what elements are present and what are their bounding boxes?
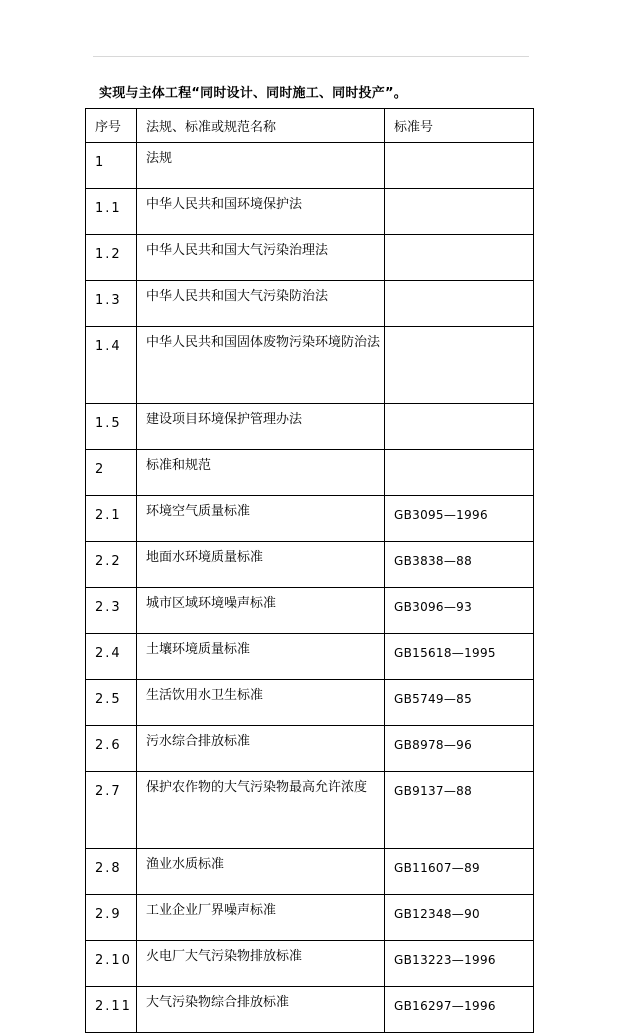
row-name-text: 污水综合排放标准 xyxy=(146,734,251,749)
row-name xyxy=(137,235,385,281)
row-name-text: 工业企业厂界噪声标准 xyxy=(146,903,277,918)
row-name xyxy=(137,895,385,941)
row-name xyxy=(137,327,385,404)
row-number: 1.2 xyxy=(86,235,137,281)
table-row xyxy=(86,772,534,849)
row-name-text: 土壤环境质量标准 xyxy=(146,642,251,657)
row-number: 1.4 xyxy=(86,327,137,404)
row-name xyxy=(137,189,385,235)
row-name-text: 标准和规范 xyxy=(146,458,212,473)
row-standard-no xyxy=(385,404,534,450)
row-number: 2.2 xyxy=(86,542,137,588)
table-row xyxy=(86,327,534,404)
row-name xyxy=(137,680,385,726)
row-name-text: 中华人民共和国固体废物污染环境防治法 xyxy=(146,335,381,350)
row-name xyxy=(137,941,385,987)
row-number: 1.3 xyxy=(86,281,137,327)
table-row xyxy=(86,895,534,941)
table-row xyxy=(86,235,534,281)
row-number: 1.1 xyxy=(86,189,137,235)
table-row xyxy=(86,281,534,327)
row-standard-no xyxy=(385,281,534,327)
row-standard-no xyxy=(385,235,534,281)
row-name xyxy=(137,542,385,588)
table-row xyxy=(86,143,534,189)
row-name xyxy=(137,726,385,772)
regulations-table xyxy=(85,108,534,1033)
row-standard-no: GB12348—90 xyxy=(385,895,534,941)
table-header-row xyxy=(86,109,534,143)
row-name xyxy=(137,849,385,895)
table-row xyxy=(86,542,534,588)
row-number: 2.1 xyxy=(86,496,137,542)
row-name xyxy=(137,634,385,680)
row-standard-no xyxy=(385,327,534,404)
row-standard-no: GB3096—93 xyxy=(385,588,534,634)
row-name xyxy=(137,772,385,849)
row-number: 2.11 xyxy=(86,987,137,1033)
row-standard-no: GB3838—88 xyxy=(385,542,534,588)
header-rule xyxy=(93,56,529,57)
row-name-text: 中华人民共和国环境保护法 xyxy=(146,197,303,212)
row-name xyxy=(137,404,385,450)
row-name-text: 建设项目环境保护管理办法 xyxy=(146,412,303,427)
row-name-text: 保护农作物的大气污染物最高允许浓度 xyxy=(146,780,368,795)
row-standard-no xyxy=(385,189,534,235)
row-number: 2.6 xyxy=(86,726,137,772)
row-name-text: 生活饮用水卫生标准 xyxy=(146,688,264,703)
header-std: 标准号 xyxy=(385,109,534,143)
row-name-text: 地面水环境质量标准 xyxy=(146,550,264,565)
row-name-text: 城市区域环境噪声标准 xyxy=(146,596,277,611)
table-row xyxy=(86,726,534,772)
row-name xyxy=(137,987,385,1033)
table-row xyxy=(86,941,534,987)
row-standard-no: GB3095—1996 xyxy=(385,496,534,542)
row-name-text: 中华人民共和国大气污染治理法 xyxy=(146,243,329,258)
row-standard-no: GB9137—88 xyxy=(385,772,534,849)
row-number: 2.10 xyxy=(86,941,137,987)
table-row xyxy=(86,404,534,450)
table-row xyxy=(86,849,534,895)
row-name-text: 渔业水质标准 xyxy=(146,857,225,872)
table-row xyxy=(86,496,534,542)
row-name-text: 法规 xyxy=(146,151,173,166)
row-number: 2.3 xyxy=(86,588,137,634)
row-number: 2.9 xyxy=(86,895,137,941)
row-name-text: 大气污染物综合排放标准 xyxy=(146,995,290,1010)
row-standard-no: GB8978—96 xyxy=(385,726,534,772)
row-standard-no: GB13223—1996 xyxy=(385,941,534,987)
row-number: 2 xyxy=(86,450,137,496)
row-name-text: 火电厂大气污染物排放标准 xyxy=(146,949,303,964)
row-name xyxy=(137,450,385,496)
table-row xyxy=(86,450,534,496)
row-number: 2.7 xyxy=(86,772,137,849)
row-number: 2.8 xyxy=(86,849,137,895)
row-name xyxy=(137,143,385,189)
table-body xyxy=(86,143,534,1033)
row-name xyxy=(137,496,385,542)
row-number: 2.4 xyxy=(86,634,137,680)
row-standard-no: GB11607—89 xyxy=(385,849,534,895)
row-number: 1.5 xyxy=(86,404,137,450)
table-row xyxy=(86,987,534,1033)
row-name-text: 中华人民共和国大气污染防治法 xyxy=(146,289,329,304)
table-row xyxy=(86,680,534,726)
row-name xyxy=(137,281,385,327)
intro-text: 实现与主体工程“同时设计、同时施工、同时投产”。 xyxy=(99,86,407,101)
row-number: 1 xyxy=(86,143,137,189)
row-standard-no: GB16297—1996 xyxy=(385,987,534,1033)
row-number: 2.5 xyxy=(86,680,137,726)
table-row xyxy=(86,634,534,680)
row-standard-no xyxy=(385,450,534,496)
table-row xyxy=(86,189,534,235)
row-name xyxy=(137,588,385,634)
row-standard-no xyxy=(385,143,534,189)
row-standard-no: GB15618—1995 xyxy=(385,634,534,680)
row-standard-no: GB5749—85 xyxy=(385,680,534,726)
table-row xyxy=(86,588,534,634)
row-name-text: 环境空气质量标准 xyxy=(146,504,251,519)
header-name: 法规、标准或规范名称 xyxy=(137,109,385,143)
header-no: 序号 xyxy=(86,109,137,143)
